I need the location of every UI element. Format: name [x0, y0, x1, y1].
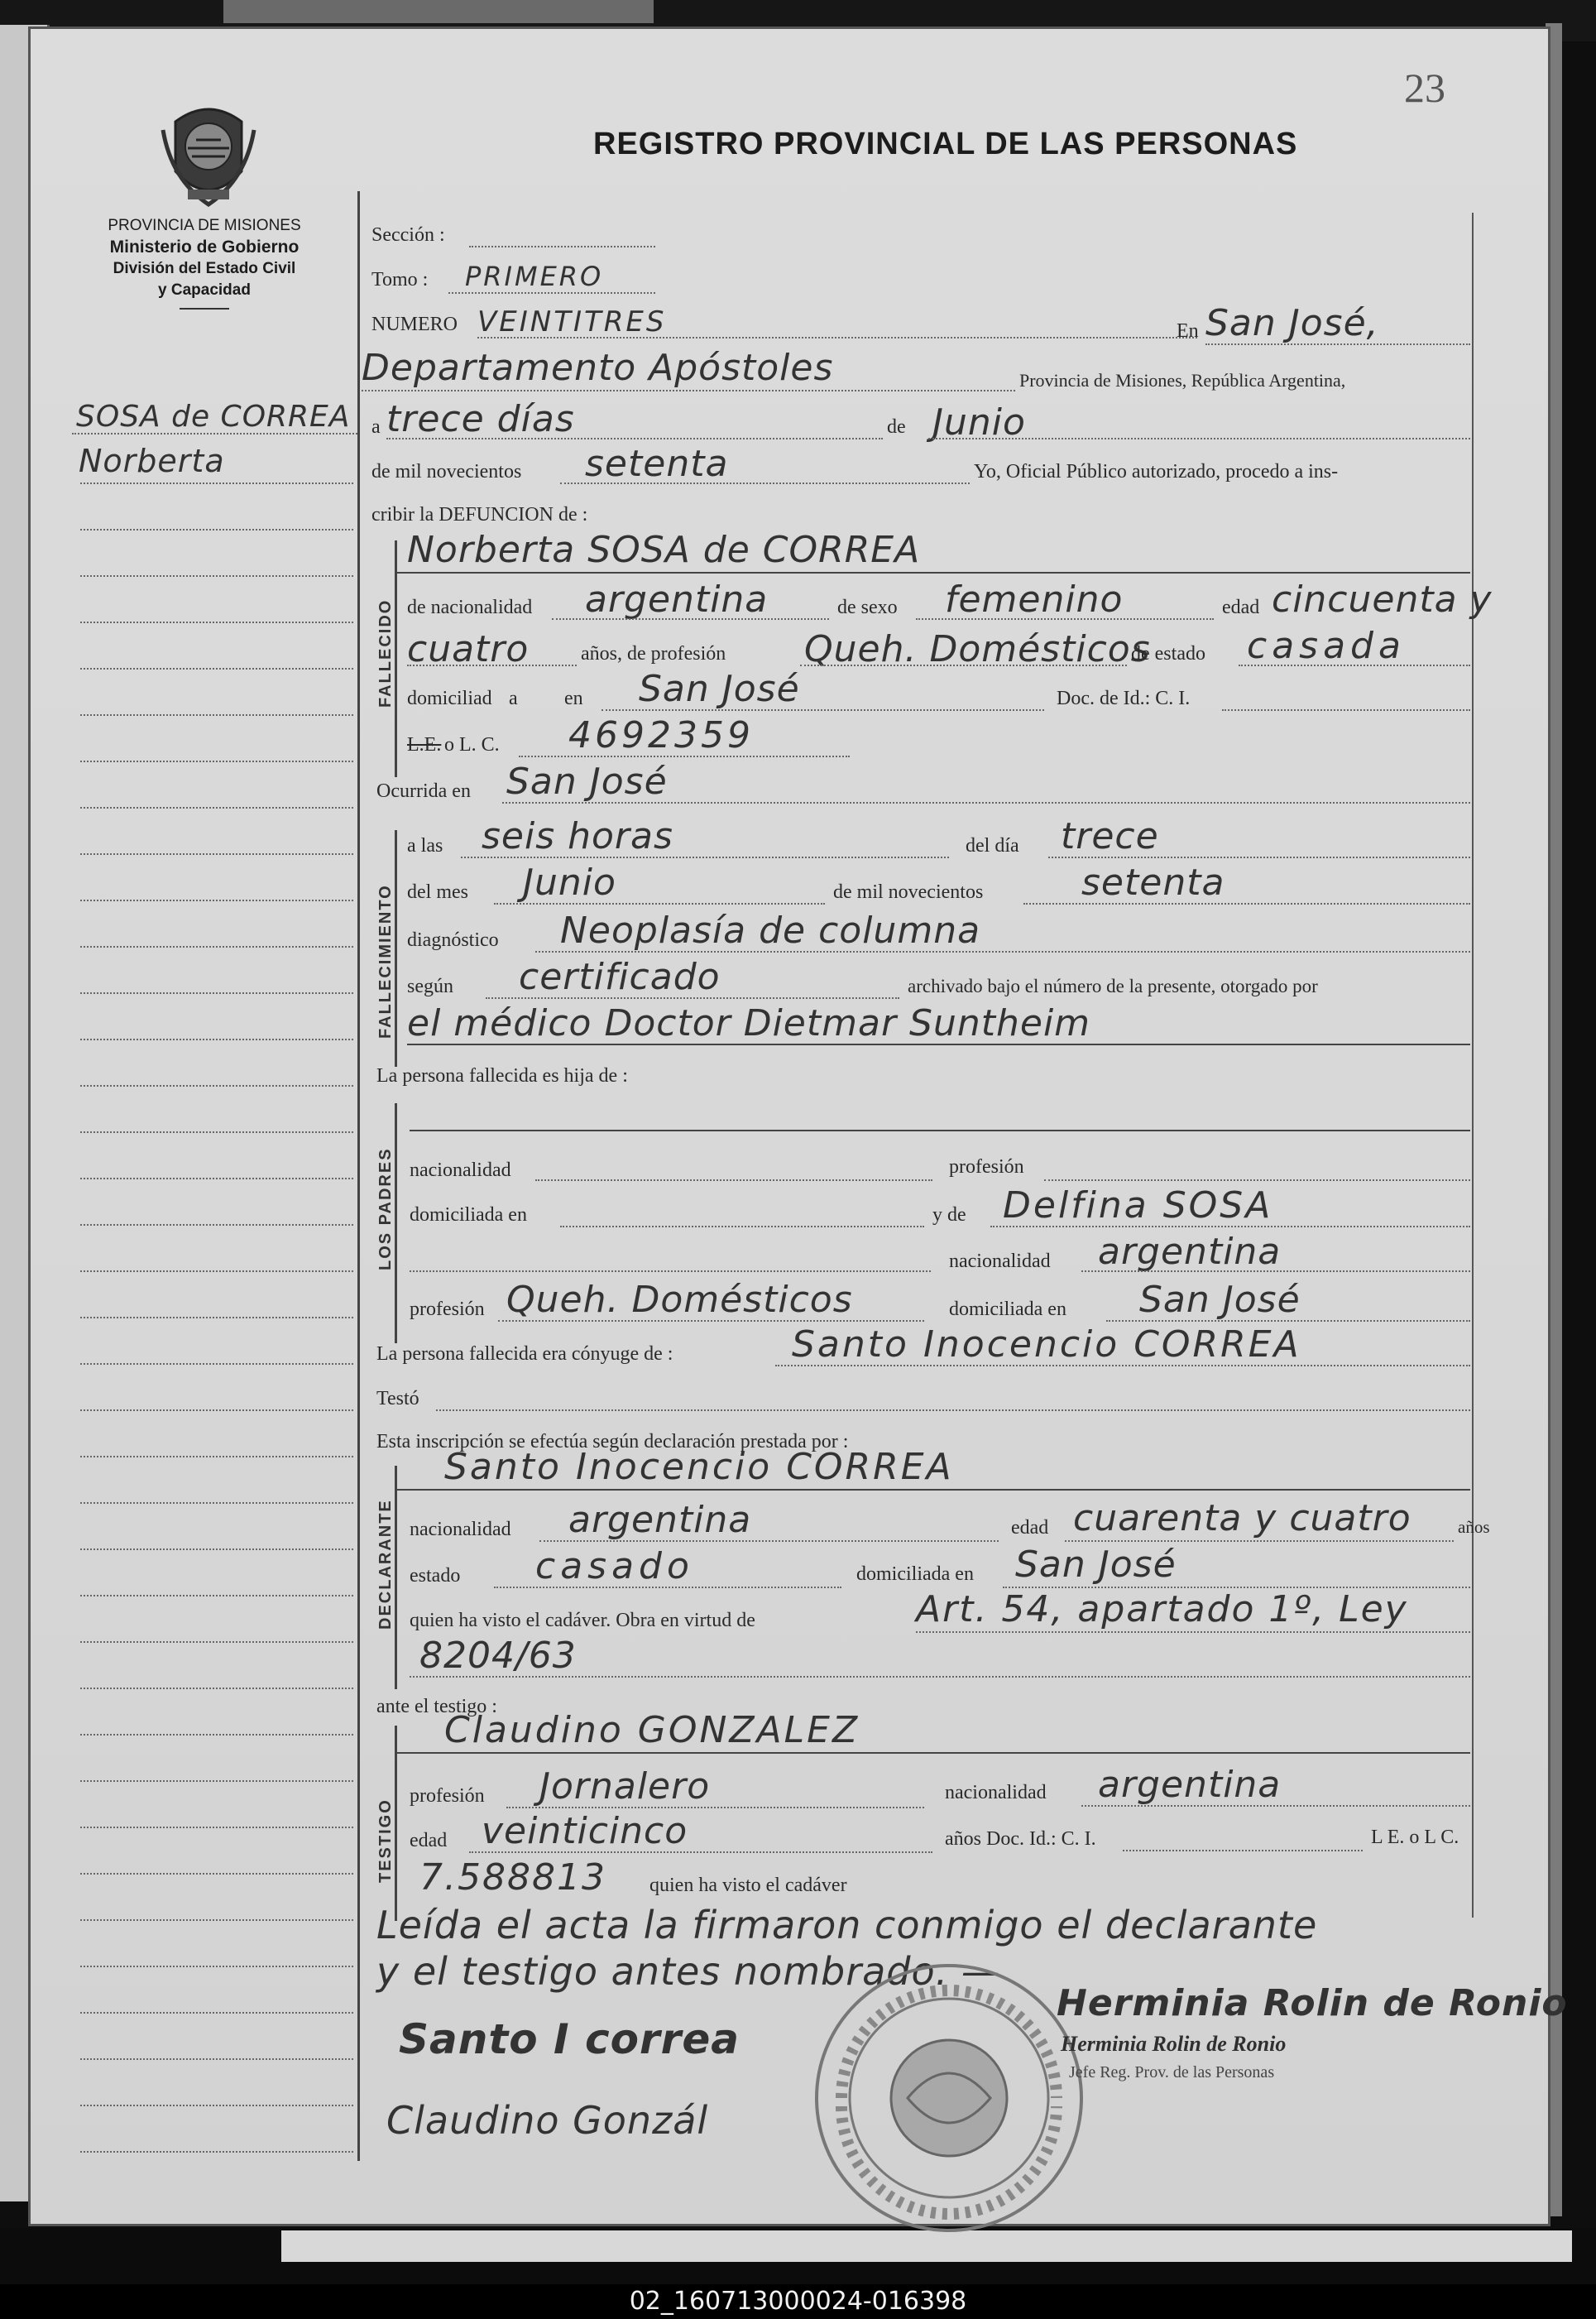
value-departamento: Departamento Apóstoles [362, 347, 834, 389]
value-dia-muerte: trece [1061, 815, 1159, 857]
label-domiciliad: domiciliad [407, 688, 492, 709]
label-en: En [1177, 320, 1199, 342]
office-line: PROVINCIA DE MISIONES [108, 217, 301, 234]
value-madre: Delfina SOSA [1003, 1184, 1273, 1227]
value-madre-nacionalidad: argentina [1098, 1231, 1282, 1273]
value-dia: trece días [386, 398, 575, 440]
page-title: REGISTRO PROVINCIAL DE LAS PERSONAS [593, 127, 1298, 161]
side-label-testigo: TESTIGO [376, 1798, 395, 1883]
value-segun: certificado [519, 956, 721, 998]
value-madre-profesion: Queh. Domésticos [506, 1279, 853, 1321]
value-declarante-estado: casado [535, 1545, 694, 1587]
value-domicilio: San José [639, 668, 800, 710]
margin-given-name: Norberta [79, 443, 225, 479]
label-segun: según [407, 976, 453, 997]
label-de: de [887, 416, 906, 438]
value-nombre: Norberta SOSA de CORREA [407, 529, 921, 571]
office-line: División del Estado Civil [113, 260, 296, 277]
value-anio: setenta [585, 443, 729, 485]
label-testigo-profesion: profesión [410, 1785, 485, 1807]
label-le-struck: L.E. [407, 734, 442, 756]
signature-oficial: Herminia Rolin de Ronio [1057, 1982, 1568, 2024]
value-madre-domicilio: San José [1139, 1279, 1301, 1321]
label-quien-visto: quien ha visto el cadáver. Obra en virtud de [410, 1610, 755, 1631]
label-padre-domicilio: domiciliada en [410, 1204, 527, 1226]
label-tomo: Tomo : [371, 269, 429, 290]
signature-declarante: Santo I correa [399, 2015, 740, 2063]
side-label-fallecimiento: FALLECIMIENTO [376, 884, 395, 1039]
value-declarante-domicilio: San José [1015, 1544, 1177, 1586]
label-quien-visto2: quien ha visto el cadáver [649, 1875, 847, 1896]
value-diagnostico: Neoplasía de columna [560, 910, 981, 952]
label-madre-domicilio: domiciliada en [949, 1299, 1066, 1320]
oficial-stamp-name: Herminia Rolin de Ronio [1061, 2032, 1287, 2056]
label-provincia: Provincia de Misiones, República Argentina, [1019, 370, 1346, 391]
label-testigo-nacionalidad: nacionalidad [945, 1782, 1047, 1803]
label-estado: de estado [1131, 643, 1205, 665]
label-padre-nacionalidad: nacionalidad [410, 1160, 511, 1181]
page-number: 23 [1404, 65, 1445, 111]
label-a: a [371, 416, 381, 438]
value-profesion: Queh. Domésticos [804, 628, 1151, 670]
label-testo: Testó [376, 1388, 419, 1409]
label-anos-profesion: años, de profesión [581, 643, 726, 665]
label-conyuge: La persona fallecida era cónyuge de : [376, 1343, 673, 1365]
label-anos-doc: años Doc. Id.: C. I. [945, 1828, 1096, 1850]
label-declarante-estado: estado [410, 1565, 461, 1587]
signature-testigo: Claudino Gonzál [386, 2098, 709, 2143]
oficial-stamp-title: Jefe Reg. Prov. de las Personas [1069, 2063, 1275, 2081]
label-numero: NUMERO [371, 314, 458, 335]
label-del-mes: del mes [407, 881, 468, 903]
label-declarante-edad: edad [1011, 1517, 1049, 1539]
value-edad1: cincuenta y [1272, 579, 1493, 621]
background-book-edge [223, 0, 654, 23]
label-y-de: y de [932, 1204, 966, 1226]
label-doc-id: Doc. de Id.: C. I. [1057, 688, 1191, 709]
label-madre-profesion: profesión [410, 1299, 485, 1320]
margin-surname: SOSA de CORREA [76, 400, 351, 434]
value-testigo: Claudino GONZALEZ [444, 1709, 860, 1751]
label-declarante-nacionalidad: nacionalidad [410, 1519, 511, 1540]
value-medico: el médico Doctor Dietmar Suntheim [407, 1002, 1091, 1044]
label-diagnostico: diagnóstico [407, 929, 499, 951]
label-de-mil2: de mil novecientos [833, 881, 984, 903]
label-a-las: a las [407, 835, 443, 857]
office-line: y Capacidad [158, 281, 251, 299]
value-virtud1: Art. 54, apartado 1º, Ley [916, 1588, 1408, 1630]
label-cribir: cribir la DEFUNCION de : [371, 504, 588, 526]
value-tomo: PRIMERO [465, 261, 604, 292]
label-en-domicilio: en [564, 688, 583, 709]
coat-of-arms-icon [155, 97, 262, 213]
value-testigo-nacionalidad: argentina [1098, 1764, 1282, 1806]
value-declarante: Santo Inocencio CORREA [444, 1446, 954, 1488]
label-padre-profesion: profesión [949, 1156, 1024, 1178]
label-edad: edad [1222, 597, 1260, 618]
value-anio-muerte: setenta [1081, 862, 1225, 904]
value-nacionalidad: argentina [585, 579, 769, 621]
label-ocurrida: Ocurrida en [376, 780, 471, 802]
office-block [64, 215, 345, 310]
value-mes-muerte: Junio [523, 862, 616, 904]
value-estado: casada [1247, 625, 1406, 667]
side-label-declarante: DECLARANTE [376, 1499, 395, 1630]
label-nacionalidad: de nacionalidad [407, 597, 533, 618]
value-hora: seis horas [482, 815, 673, 857]
margin-divider [357, 191, 360, 2161]
label-declarante-domicilio: domiciliada en [856, 1563, 974, 1585]
side-label-padres: LOS PADRES [376, 1147, 395, 1270]
value-declarante-nacionalidad: argentina [568, 1499, 752, 1541]
right-border [1472, 213, 1474, 1918]
value-testigo-edad: veinticinco [482, 1810, 688, 1852]
label-de-mil: de mil novecientos [371, 461, 522, 483]
label-yo: Yo, Oficial Público autorizado, procedo a ins- [974, 461, 1339, 483]
label-le-o-lc: L E. o L C. [1371, 1827, 1459, 1848]
label-madre-nacionalidad: nacionalidad [949, 1251, 1051, 1272]
value-lc: 4692359 [568, 714, 754, 756]
side-label-fallecido: FALLECIDO [376, 598, 395, 708]
value-ocurrida: San José [506, 761, 668, 803]
value-numero: VEINTITRES [477, 305, 667, 338]
label-archivado: archivado bajo el número de la presente, otorgado por [908, 976, 1318, 996]
label-declarante-anos: años [1458, 1517, 1490, 1537]
value-testigo-profesion: Jornalero [539, 1765, 711, 1808]
official-seal-stamp [808, 1957, 1090, 2239]
label-o-lc: o L. C. [444, 734, 500, 756]
label-ante-testigo: ante el testigo : [376, 1696, 497, 1717]
value-virtud2: 8204/63 [419, 1635, 577, 1677]
closing-statement-line2: y el testigo antes nombrado. — [376, 1949, 1000, 1994]
label-seccion: Sección : [371, 224, 445, 246]
value-domiciliad-suffix: a [509, 688, 518, 709]
value-en: San José, [1205, 302, 1379, 344]
image-caption: 02_160713000024-016398 [0, 2284, 1596, 2319]
label-testigo-edad: edad [410, 1830, 448, 1851]
label-hija-de: La persona fallecida es hija de : [376, 1065, 628, 1087]
label-declaracion: Esta inscripción se efectúa según declaración prestada por : [376, 1431, 849, 1452]
value-sexo: femenino [945, 579, 1124, 621]
value-conyuge: Santo Inocencio CORREA [792, 1323, 1301, 1366]
value-edad2: cuatro [407, 628, 530, 670]
closing-statement-line1: Leída el acta la firmaron conmigo el declarante [376, 1903, 1318, 1947]
label-del-dia: del día [966, 835, 1019, 857]
value-testigo-doc: 7.588813 [419, 1856, 606, 1899]
label-sexo: de sexo [837, 597, 898, 618]
office-line: Ministerio de Gobierno [109, 238, 300, 257]
document-page [28, 26, 1568, 2226]
value-mes: Junio [932, 401, 1026, 444]
value-declarante-edad: cuarenta y cuatro [1073, 1497, 1411, 1539]
